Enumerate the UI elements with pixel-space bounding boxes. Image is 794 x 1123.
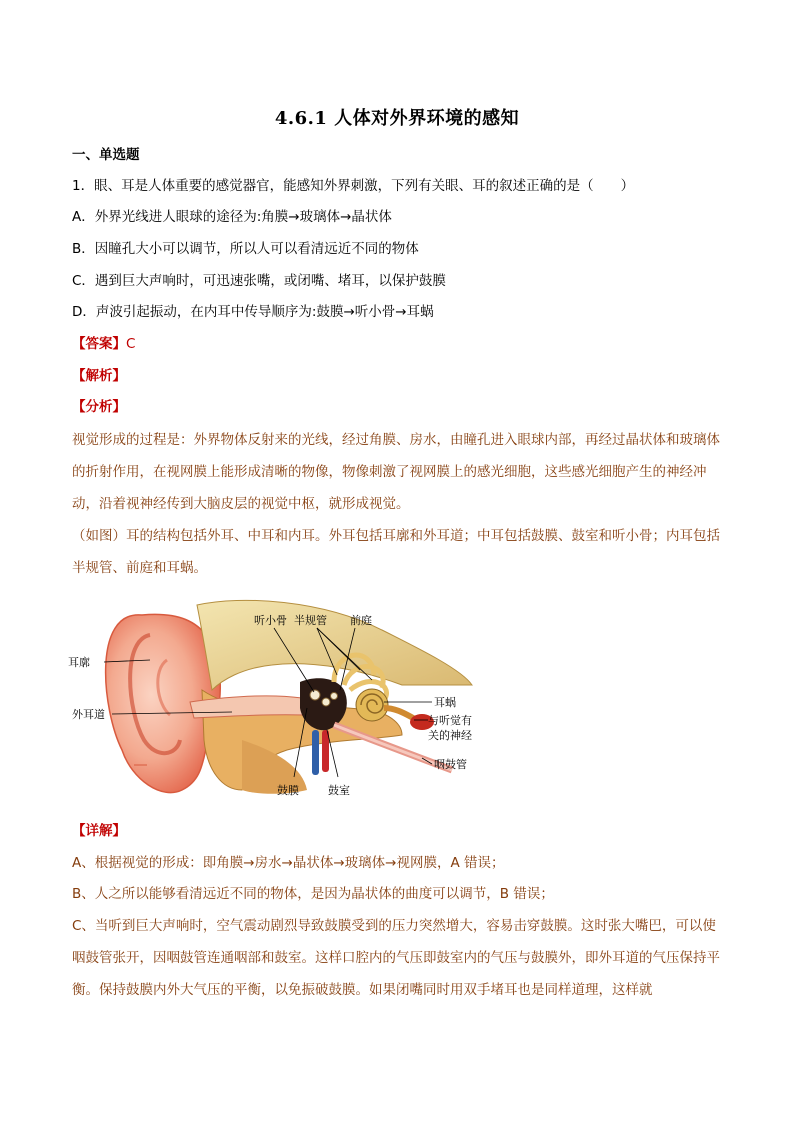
answer-label: 【答案】 [72,336,126,352]
page-title: 4.6.1 人体对外界环境的感知 [274,108,520,129]
question-stem: 1．眼、耳是人体重要的感觉器官，能感知外界刺激，下列有关眼、耳的叙述正确的是（ ） [72,178,635,194]
label-qianting: 前庭 [350,614,372,627]
ear-structure-diagram [68,590,532,810]
label-nerve-line2: 关的神经 [428,729,472,742]
answer-value: C [126,336,136,352]
label-tingxiaogu: 听小骨 [254,614,287,627]
label-gumo: 鼓膜 [277,784,299,797]
option-a: A．外界光线进人眼球的途径为:角膜→玻璃体→晶状体 [72,209,392,225]
option-b: B．因瞳孔大小可以调节，所以人可以看清远近不同的物体 [72,241,419,257]
option-d: D．声波引起振动，在内耳中传导顺序为:鼓膜→听小骨→耳蜗 [72,304,434,320]
option-c: C．遇到巨大声响时，可迅速张嘴，或闭嘴、堵耳，以保护鼓膜 [72,273,446,289]
label-erwo: 耳蜗 [434,696,456,709]
detail-label: 【详解】 [72,823,126,839]
jiexi-label: 【解析】 [72,368,126,384]
detail-b: B、人之所以能够看清远近不同的物体，是因为晶状体的曲度可以调节，B 错误； [72,886,554,902]
label-banguiguan: 半规管 [294,614,327,627]
detail-a: A、根据视觉的形成：即角膜→房水→晶状体→玻璃体→视网膜，A 错误； [72,855,505,871]
label-gushi: 鼓室 [328,784,350,797]
label-yangu: 咽鼓管 [434,758,467,771]
fenxi-label: 【分析】 [72,399,126,415]
answer-line [72,334,135,354]
section-heading: 一、单选题 [72,147,140,163]
label-erkuo: 耳廓 [68,656,90,669]
analysis-paragraph-2: （如图）耳的结构包括外耳、中耳和内耳。外耳包括耳廓和外耳道；中耳包括鼓膜、鼓室和听小骨；内耳包括半规管、前庭和耳蜗。 [72,528,720,576]
label-nerve-line1: 与听觉有 [428,714,472,727]
label-waierdao: 外耳道 [72,708,105,721]
detail-c: C、当听到巨大声响时，空气震动剧烈导致鼓膜受到的压力突然增大，容易击穿鼓膜。这时张大嘴巴，可以使咽鼓管张开，因咽鼓管连通咽部和鼓室。这样口腔内的气压即鼓室内的气压与鼓膜外，即外耳道的气压保持平衡。保持鼓膜内外大气压的平衡，以免振破鼓膜。如果闭嘴同时用双手堵耳也是同样道理，这样就 [72,918,720,998]
analysis-paragraph-1: 视觉形成的过程是：外界物体反射来的光线，经过角膜、房水，由瞳孔进入眼球内部，再经过晶状体和玻璃体的折射作用，在视网膜上能形成清晰的物像，物像刺激了视网膜上的感光细胞，这些感光细胞产生的神经冲动，沿着视神经传到大脑皮层的视觉中枢，就形成视觉。 [72,432,720,512]
